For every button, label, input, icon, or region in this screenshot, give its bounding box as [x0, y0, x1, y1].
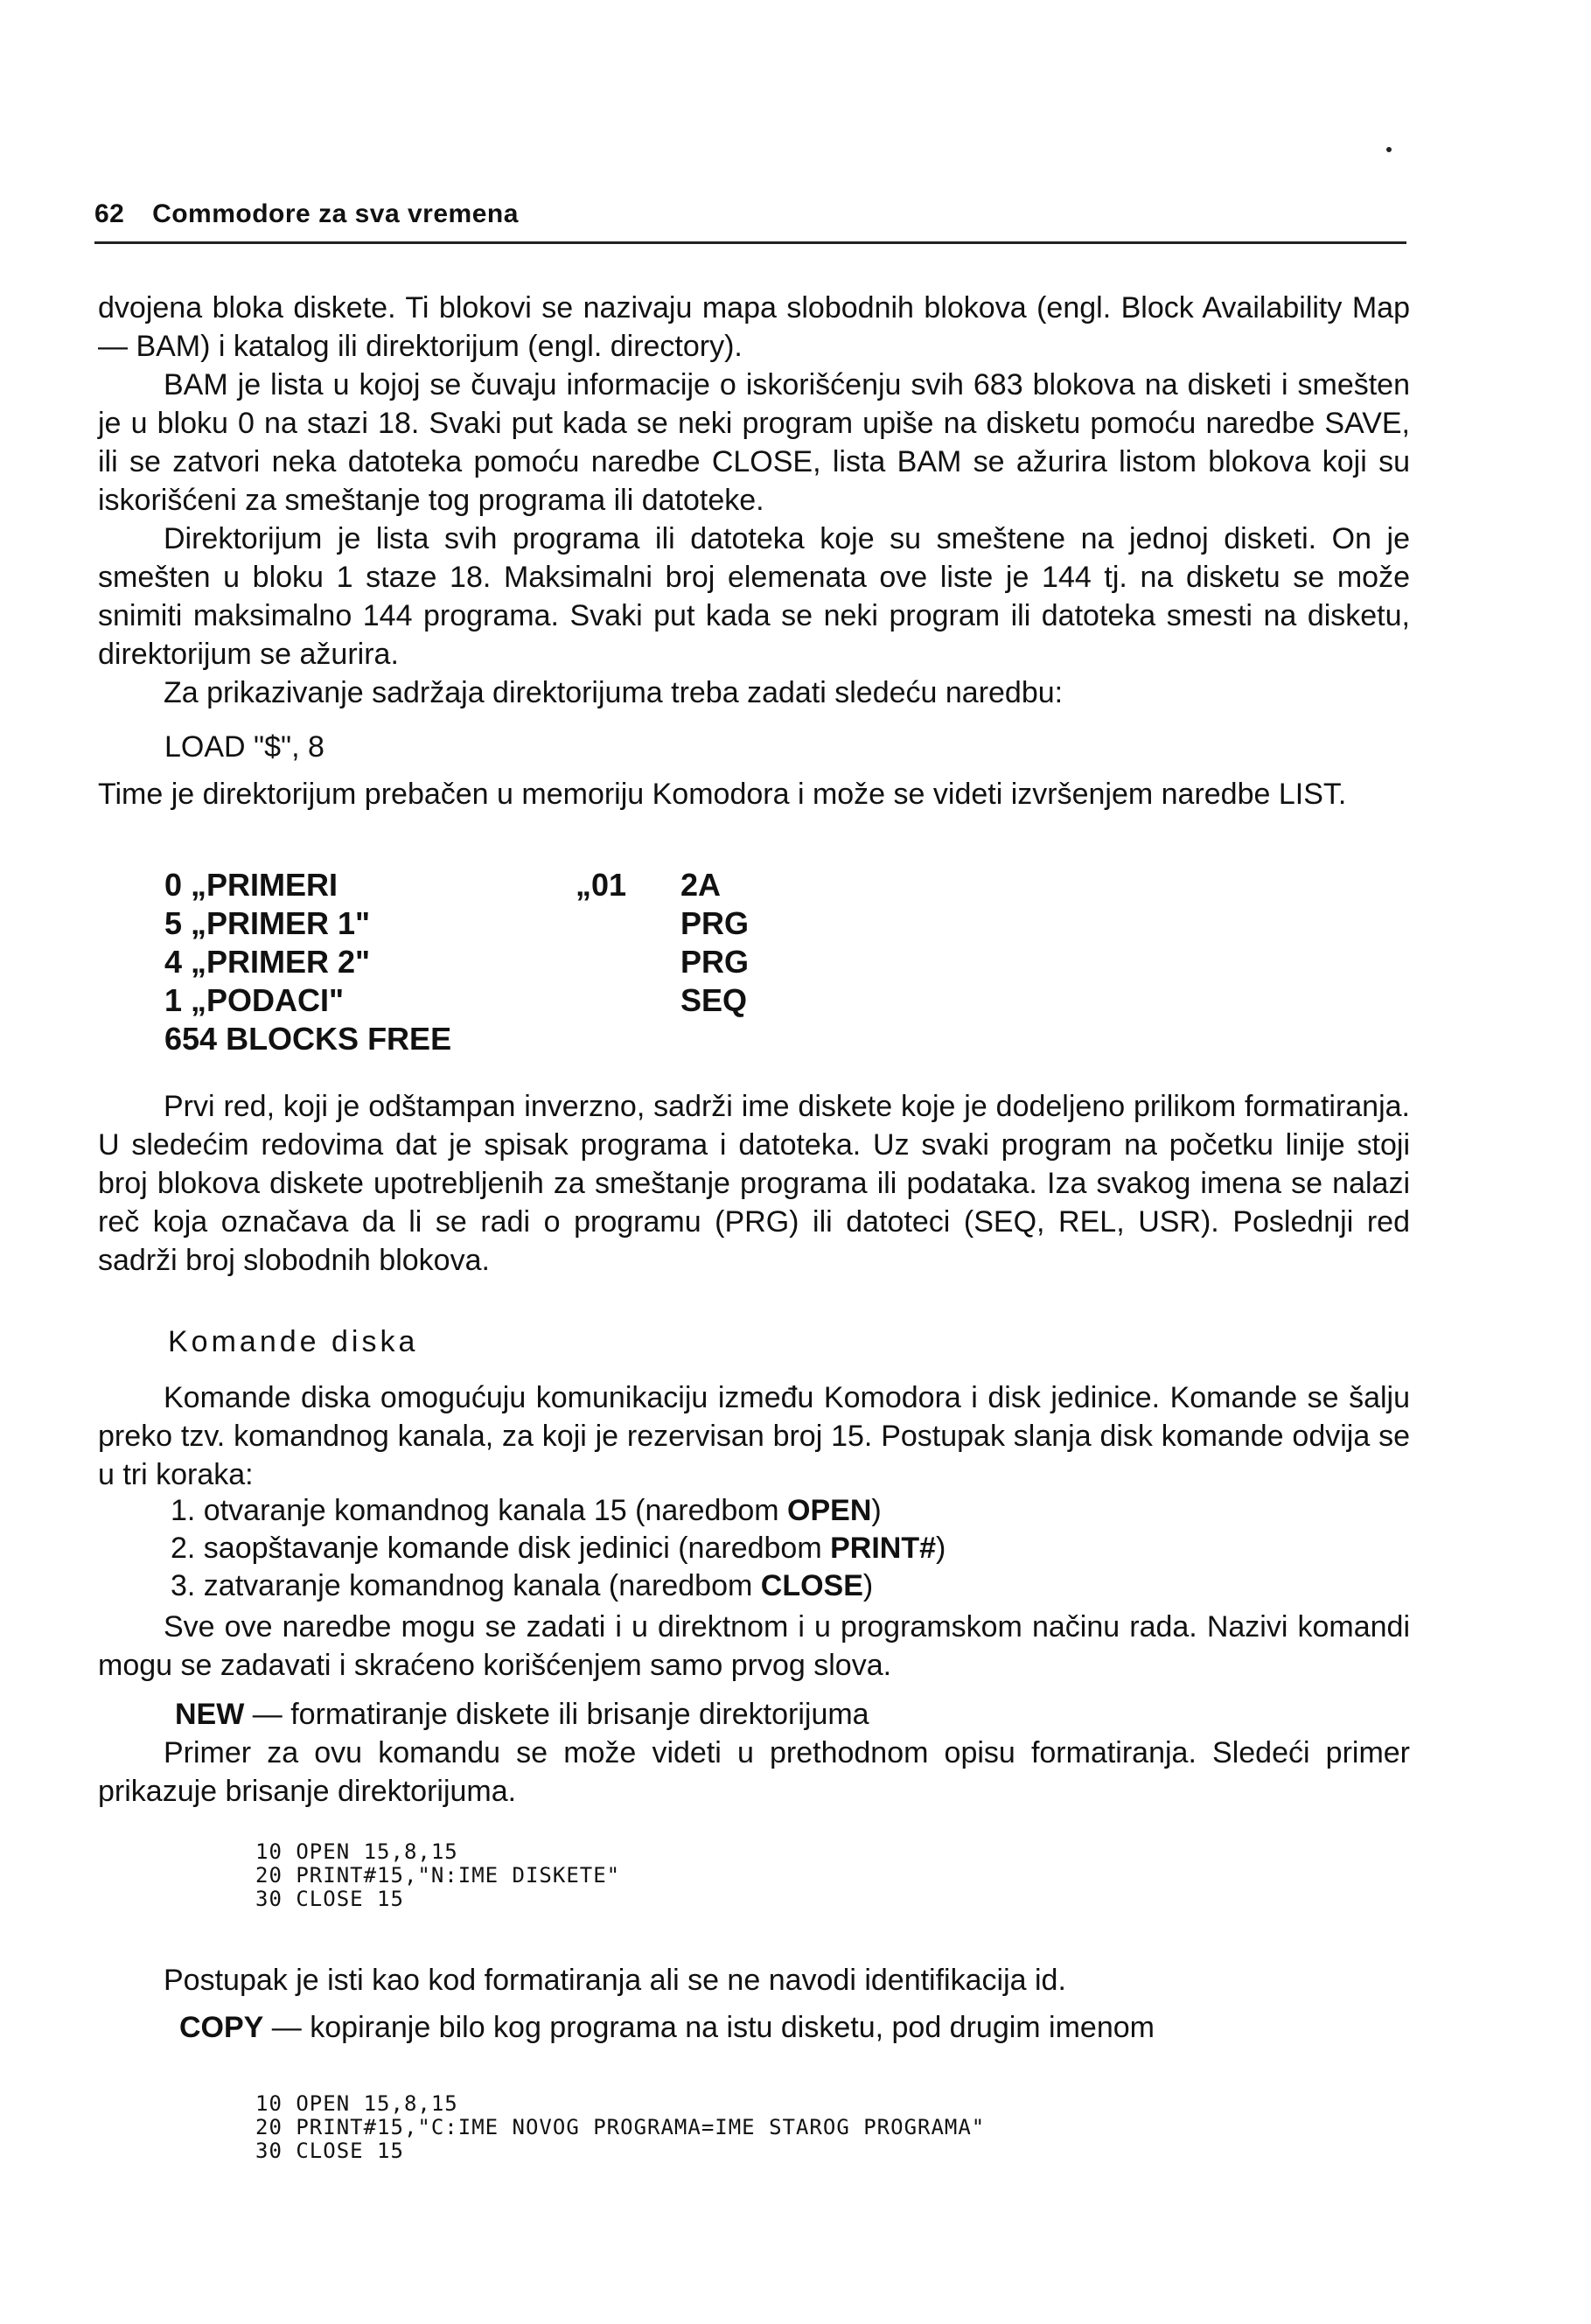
- load-command: LOAD "$", 8: [164, 730, 324, 764]
- section-title: Komande diska: [168, 1325, 419, 1358]
- paragraph: Time je direktorijum prebačen u memoriju Komodora i može se videti izvršenjem naredbe LIST.: [98, 778, 1347, 811]
- entry-type: PRG: [680, 905, 750, 941]
- command-description: — kopiranje bilo kog programa na istu disketu, pod drugim imenom: [263, 2011, 1155, 2044]
- paragraph: Primer za ovu komandu se može videti u prethodnom opisu formatiranja. Sledeći primer prikazuje brisanje direktorijuma.: [98, 1736, 1410, 1808]
- paragraph: Komande diska omogućuju komunikaciju između Komodora i disk jedinice. Komande se šalju preko tzv. komandnog kanala, za koji je rezervisan broj 15. Postupak slanja disk komande odvija se u tri koraka:: [98, 1381, 1410, 1491]
- paragraph: BAM je lista u kojoj se čuvaju informacije o iskorišćenju svih 683 blokova na disketi i smešten je u bloku 0 na stazi 18. Svaki put kada se neki program upiše na disketu pomoću naredbe SAVE, ili se zatvori neka datoteka pomoću naredbe CLOSE, lista BAM se ažurira listom blokova koji su iskorišćeni za smeštanje tog programa ili datoteke.: [98, 368, 1410, 517]
- entry-type: 2A: [680, 867, 722, 903]
- code-block-copy: 10 OPEN 15,8,15 20 PRINT#15,"C:IME NOVOG PROGRAMA=IME STAROG PROGRAMA" 30 CLOSE 15: [255, 2091, 986, 2163]
- entry-type: SEQ: [680, 982, 748, 1018]
- entry-name: 4 „PRIMER 2": [164, 944, 371, 980]
- paragraph: Za prikazivanje sadržaja direktorijuma treba zadati sledeću naredbu:: [164, 676, 1064, 709]
- command-heading-copy: [179, 2008, 1155, 2047]
- command-keyword: OPEN: [787, 1494, 872, 1527]
- command-description: — formatiranje diskete ili brisanje direktorijuma: [244, 1698, 869, 1731]
- code-block-new: 10 OPEN 15,8,15 20 PRINT#15,"N:IME DISKETE" 30 CLOSE 15: [255, 1839, 621, 1911]
- command-heading-new: [175, 1695, 869, 1734]
- paragraph: Prvi red, koji je odštampan inverzno, sadrži ime diskete koje je dodeljeno prilikom formatiranja. U sledećim redovima dat je spisak programa i datoteka. Uz svaki program na početku linije stoji broj blokova diskete upotrebljenih za smeštanje programa ili podataka. Iza svakog imena se nalazi reč koja označava da li se radi o programu (PRG) ili datoteci (SEQ, REL, USR). Poslednji red sadrži broj slobodnih blokova.: [98, 1090, 1410, 1277]
- command-keyword: PRINT#: [830, 1532, 937, 1565]
- step-item: 1. otvaranje komandnog kanala 15 (naredbom OPEN): [171, 1494, 882, 1527]
- page-header: [94, 199, 1406, 229]
- entry-name: 0 „PRIMERI: [164, 867, 338, 903]
- command-name: COPY: [179, 2011, 264, 2044]
- paragraph: Direktorijum je lista svih programa ili datoteka koje su smeštene na jednoj disketi. On je smešten u bloku 1 staze 18. Maksimalni broj elemenata ove liste je 144 tj. na disketu se može snimiti maksimalno 144 programa. Svaki put kada se neki program ili datoteka smesti na disketu, direktorijum se ažurira.: [98, 522, 1410, 671]
- header-rule: [94, 241, 1406, 244]
- step-item: 3. zatvaranje komandnog kanala (naredbom CLOSE): [171, 1569, 874, 1602]
- entry-id: „01: [576, 867, 627, 903]
- paragraph: dvojena bloka diskete. Ti blokovi se nazivaju mapa slobodnih blokova (engl. Block Availability Map — BAM) i katalog ili direktorijum (engl. directory).: [98, 291, 1410, 363]
- book-title: Commodore za sva vremena: [152, 199, 519, 228]
- blocks-free: 654 BLOCKS FREE: [164, 1021, 452, 1057]
- print-speck: [1386, 147, 1392, 152]
- entry-name: 5 „PRIMER 1": [164, 905, 371, 941]
- paragraph: Sve ove naredbe mogu se zadati i u direktnom i u programskom načinu rada. Nazivi komandi mogu se zadavati i skraćeno korišćenjem samo prvog slova.: [98, 1610, 1410, 1682]
- command-keyword: CLOSE: [760, 1569, 863, 1602]
- entry-type: PRG: [680, 944, 750, 980]
- command-name: NEW: [175, 1698, 245, 1731]
- entry-name: 1 „PODACI": [164, 982, 345, 1018]
- steps-list: [171, 1492, 946, 1605]
- page-number: 62: [94, 199, 125, 228]
- paragraph: Postupak je isti kao kod formatiranja ali se ne navodi identifikacija id.: [164, 1964, 1066, 1997]
- step-item: 2. saopštavanje komande disk jedinici (naredbom PRINT#): [171, 1532, 946, 1565]
